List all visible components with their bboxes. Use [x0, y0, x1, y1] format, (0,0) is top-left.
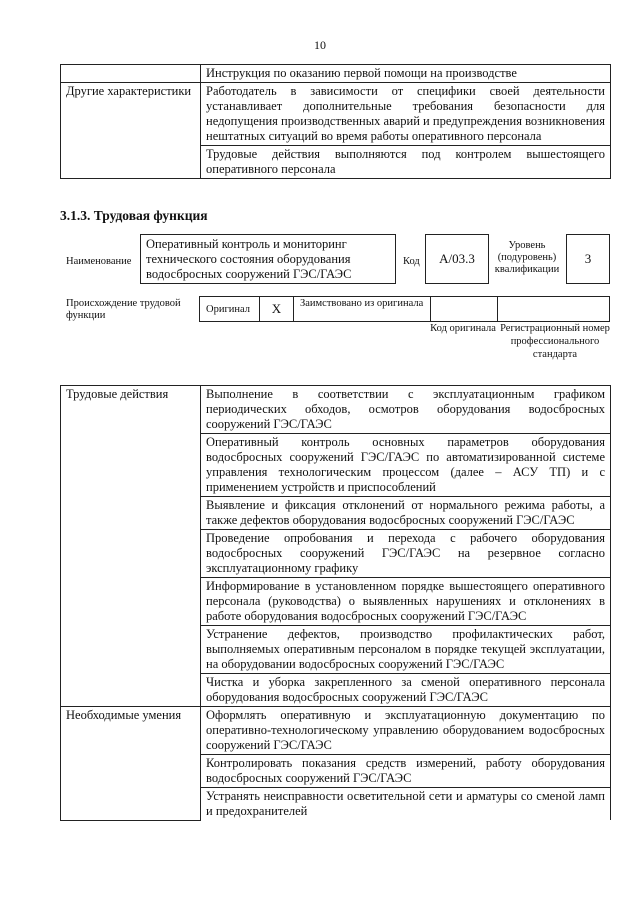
table-cell: Оформлять оперативную и эксплуатационную документацию по оперативно-технологическому управлению оборудованием водосбросных сооружений ГЭС/ГАЭС [201, 707, 611, 755]
table-cell: Контролировать показания средств измерений, работу оборудования водосбросных сооружений ГЭС/ГАЭС [201, 755, 611, 788]
borrowed-label: Заимствовано из оригинала [300, 298, 424, 309]
top-table [60, 64, 611, 179]
table-cell: Инструкция по оказанию первой помощи на производстве [201, 65, 611, 83]
table-cell: Проведение опробования и перехода с рабочего оборудования водосбросных сооружений ГЭС/ГАЭС на резервное согласно эксплуатационному графику [201, 530, 611, 578]
origin-cell [200, 297, 260, 321]
table-row [61, 83, 611, 146]
table-row [61, 707, 611, 755]
table-row [61, 386, 611, 434]
table-cell: Чистка и уборка закрепленного за сменой оперативного персонала оборудования водосбросных сооружений ГЭС/ГАЭС [201, 674, 611, 707]
table-cell: Трудовые действия выполняются под контролем вышестоящего оперативного персонала [201, 146, 611, 179]
row-label: Трудовые действия [61, 386, 201, 707]
original-mark: X [260, 297, 294, 321]
origin-label: Происхождение трудовой функции [66, 298, 181, 321]
row-label: Другие характеристики [61, 83, 201, 179]
empty-cell [61, 65, 201, 83]
table-cell: Выявление и фиксация отклонений от нормального режима работы, а также дефектов оборудования водосбросных сооружений ГЭС/ГАЭС [201, 497, 611, 530]
name-value: Оперативный контроль и мониторинг технического состояния оборудования водосбросных сооружений ГЭС/ГАЭС [140, 234, 396, 284]
code-value: A/03.3 [425, 234, 489, 284]
table-cell: Устранять неисправности осветительной сети и арматуры со сменой ламп и предохранителей [201, 788, 611, 821]
table-cell: Работодатель в зависимости от специфики своей деятельности устанавливает дополнительные требования безопасности для недопущения производственных аварий и предупреждения возникновения нештатных ситуаций во время работы оперативного персонала [201, 83, 611, 146]
table-cell: Оперативный контроль основных параметров оборудования водосбросных сооружений ГЭС/ГАЭС по автоматизированной системе управления технологическим процессом (далее – АСУ ТП) и с применением устройств и приспособлений [201, 434, 611, 497]
main-table [60, 385, 611, 821]
reg-number-caption: Регистрационный номер профессионального стандарта [500, 323, 610, 360]
table-cell: Устранение дефектов, производство профилактических работ, выполняемых оперативным персоналом в порядке текущей эксплуатации, на оборудовании водосбросных сооружений ГЭС/ГАЭС [201, 626, 611, 674]
table-row [61, 65, 611, 83]
table-cell: Информирование в установленном порядке вышестоящего оперативного персонала (руководства) о выявленных нарушениях и отклонениях в работе оборудования водосбросных сооружений ГЭС/ГАЭС [201, 578, 611, 626]
row-label: Необходимые умения [61, 707, 201, 821]
level-value: 3 [566, 234, 610, 284]
section-title: 3.1.3. Трудовая функция [60, 208, 208, 223]
level-label: Уровень (подуровень) квалификации [494, 240, 560, 275]
code-original-cell [430, 297, 498, 321]
code-label: Код [403, 256, 420, 267]
name-label: Наименование [66, 256, 132, 267]
page-number: 10 [314, 38, 326, 52]
original-label: Оригинал [206, 304, 250, 315]
code-original-caption: Код оригинала [430, 323, 496, 334]
table-cell: Выполнение в соответствии с эксплуатационным графиком периодических обходов, осмотров оборудования водосбросных сооружений ГЭС/ГАЭС [201, 386, 611, 434]
origin-box [199, 296, 610, 322]
